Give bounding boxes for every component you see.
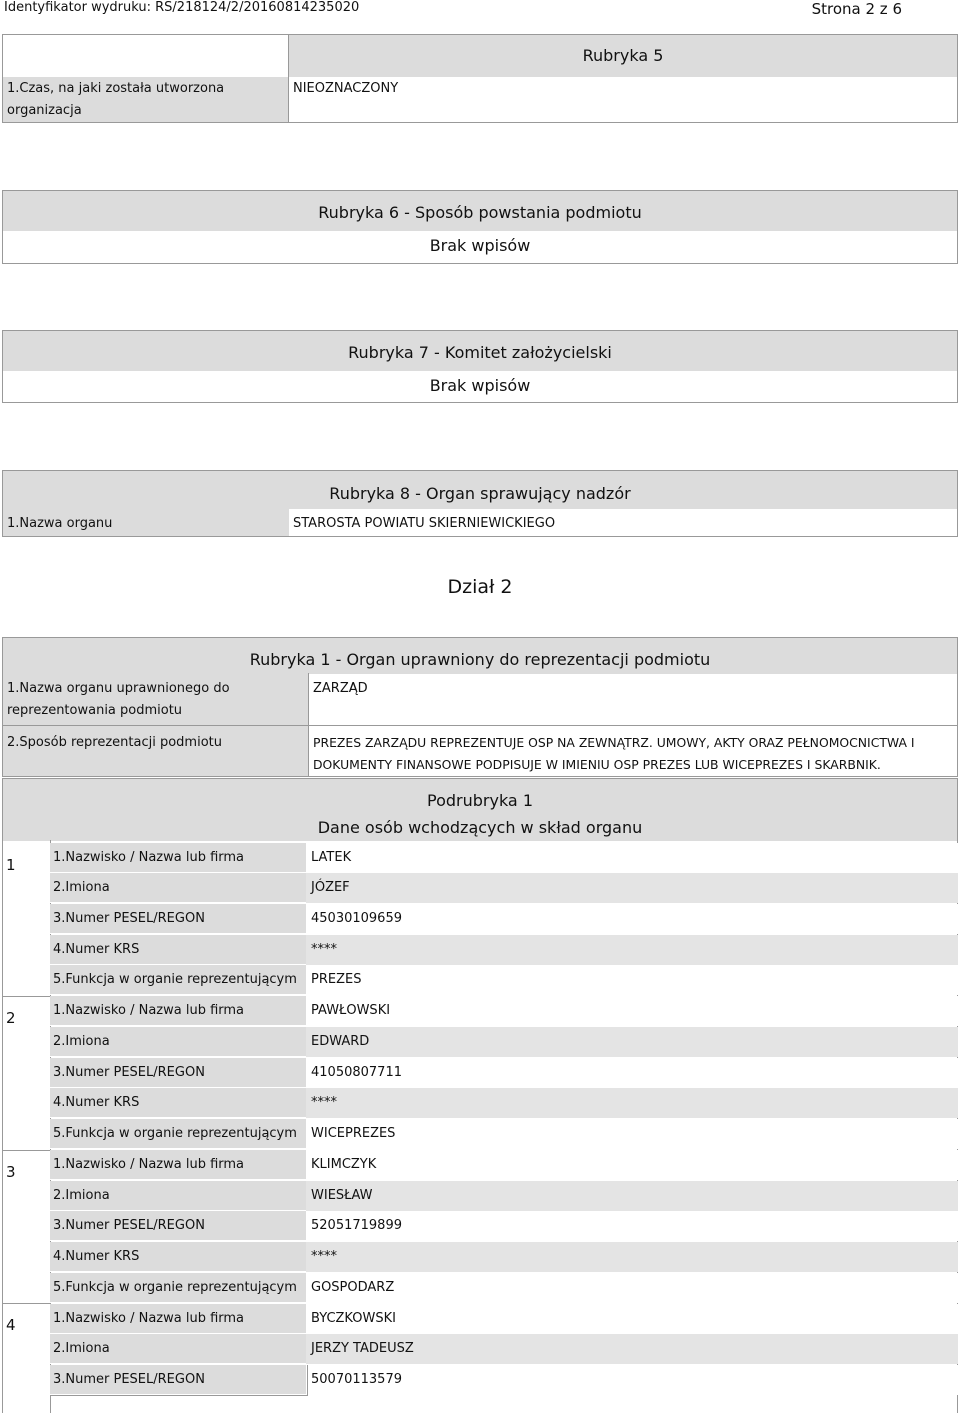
rubryka8-section — [2, 470, 958, 537]
table-row: 1.Nazwisko / Nazwa lub firma BYCZKOWSKI — [50, 1304, 958, 1334]
dzial-heading: Dział 2 — [447, 576, 513, 598]
table-row: 2.Imiona WIESŁAW — [50, 1181, 958, 1211]
table-row: 2.Imiona EDWARD — [50, 1027, 958, 1057]
table-row: 2.Imiona JÓZEF — [50, 873, 958, 903]
person-number: 2 — [6, 1009, 16, 1027]
table-row: 5.Funkcja w organie reprezentującym WICEPREZES — [50, 1119, 958, 1149]
table-row: 4.Numer KRS **** — [50, 935, 958, 965]
rubryka6-title: Rubryka 6 - Sposób powstania podmiotu — [3, 191, 957, 231]
table-row: 3.Numer PESEL/REGON 50070113579 — [50, 1365, 958, 1395]
rubryka5-title: Rubryka 5 — [289, 35, 957, 77]
rubryka7-section — [2, 330, 958, 403]
page-number: Strona 2 z 6 — [811, 0, 902, 18]
d2r1-label1: 1.Nazwa organu uprawnionego do reprezentowania podmiotu — [3, 674, 309, 726]
print-identifier: Identyfikator wydruku: RS/218124/2/20160814235020 — [4, 0, 360, 15]
table-row: 1.Nazwisko / Nazwa lub firma LATEK — [50, 843, 958, 873]
rubryka5-label: 1.Czas, na jaki została utworzona organizacja — [3, 77, 289, 122]
rubryka7-title: Rubryka 7 - Komitet założycielski — [3, 331, 957, 371]
person-number: 1 — [6, 856, 16, 874]
rubryka7-value: Brak wpisów — [3, 371, 957, 402]
rubryka5-section — [2, 34, 958, 123]
table-row: 5.Funkcja w organie reprezentującym PREZES — [50, 965, 958, 995]
d2r1-section — [2, 637, 958, 777]
table-row: 3.Numer PESEL/REGON 52051719899 — [50, 1211, 958, 1241]
table-row: 2.Imiona JERZY TADEUSZ — [50, 1334, 958, 1364]
d2r1-label2: 2.Sposób reprezentacji podmiotu — [3, 726, 309, 776]
d2r1-value1: ZARZĄD — [309, 674, 957, 726]
print-header — [0, 0, 960, 16]
podrubryka-title2: Dane osób wchodzących w skład organu — [317, 818, 643, 837]
table-row: 3.Numer PESEL/REGON 45030109659 — [50, 904, 958, 934]
rubryka6-section — [2, 190, 958, 264]
rubryka8-value: STAROSTA POWIATU SKIERNIEWICKIEGO — [289, 509, 957, 536]
table-row: 4.Numer KRS **** — [50, 1242, 958, 1272]
table-row: 3.Numer PESEL/REGON 41050807711 — [50, 1058, 958, 1088]
person-number: 3 — [6, 1163, 16, 1181]
rubryka6-value: Brak wpisów — [3, 231, 957, 263]
d2r1-title: Rubryka 1 - Organ uprawniony do reprezentacji podmiotu — [3, 638, 957, 674]
table-row: 4.Numer KRS **** — [50, 1088, 958, 1118]
table-row: 1.Nazwisko / Nazwa lub firma PAWŁOWSKI — [50, 996, 958, 1026]
podrubryka-title — [3, 779, 957, 841]
d2r1-value2: PREZES ZARZĄDU REPREZENTUJE OSP NA ZEWNĄTRZ. UMOWY, AKTY ORAZ PEŁNOMOCNICTWA I DOKUMENTY FINANSOWE PODPISUJE W IMIENIU OSP PREZES LUB WICEPREZES I SKARBNIK. — [309, 726, 957, 776]
table-row: 5.Funkcja w organie reprezentującym GOSPODARZ — [50, 1273, 958, 1303]
rubryka8-label: 1.Nazwa organu — [3, 509, 289, 536]
rubryka5-value: NIEOZNACZONY — [289, 77, 957, 122]
podrubryka-title1: Podrubryka 1 — [427, 791, 533, 810]
table-row: 1.Nazwisko / Nazwa lub firma KLIMCZYK — [50, 1150, 958, 1180]
rubryka8-title: Rubryka 8 - Organ sprawujący nadzór — [3, 471, 957, 509]
person-number: 4 — [6, 1316, 16, 1334]
